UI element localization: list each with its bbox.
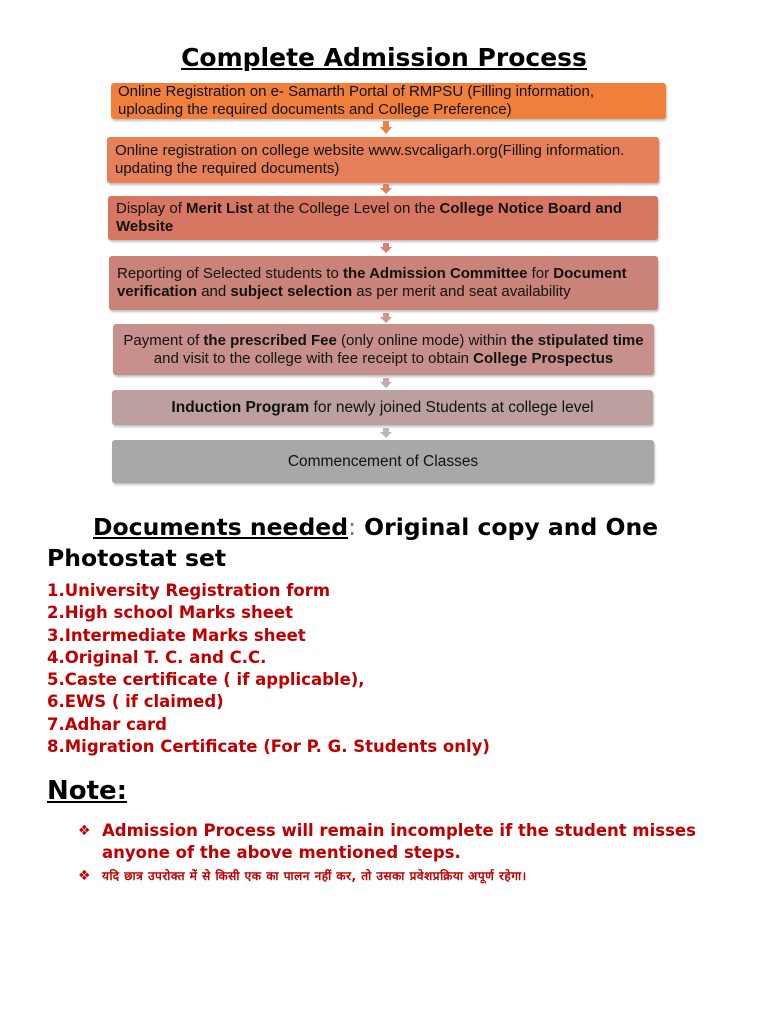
- step-7-text: Commencement of Classes: [287, 452, 479, 470]
- list-item: [78, 868, 698, 885]
- step-commencement: [112, 440, 654, 483]
- list-item: 4.Original T. C. and C.C.: [47, 647, 267, 667]
- diamond-bullet-icon: ❖: [78, 823, 91, 839]
- list-item: 2.High school Marks sheet: [47, 603, 294, 623]
- step-online-registration-samarth: [111, 83, 666, 119]
- list-item: 6.EWS ( if claimed): [47, 692, 224, 712]
- down-arrow-icon: [380, 247, 392, 253]
- step-4-text: Reporting of Selected students to the Admission Committee for Document verification and subject selection as per merit and seat availability: [117, 265, 627, 300]
- step-5-text: Payment of the prescribed Fee (only online mode) within the stipulated time and visit to the college with fee receipt to obtain College Prospectus: [123, 331, 644, 367]
- list-item: [78, 820, 698, 864]
- down-arrow-icon: [380, 382, 392, 388]
- down-arrow-icon: [380, 127, 392, 134]
- documents-list: [47, 580, 490, 758]
- documents-heading-label: Documents needed: [93, 513, 349, 541]
- documents-heading: Documents needed: Original copy and One Photostat set: [47, 513, 659, 572]
- step-1-text: Online Registration on e- Samarth Portal of RMPSU (Filling information, uploading the required documents and College Preference): [118, 83, 595, 118]
- list-item: 3.Intermediate Marks sheet: [47, 625, 306, 645]
- note-text-hindi: यदि छात्र उपरोक्त में से किसी एक का पालन नहीं कर, तो उसका प्रवेशप्रक्रिया अपूर्ण रहेगा।: [102, 869, 527, 883]
- diamond-bullet-icon: ❖: [78, 868, 92, 884]
- list-item: 1.University Registration form: [47, 581, 331, 600]
- step-2-text: Online registration on college website www.svcaligarh.org(Filling information. updating the required documents): [115, 142, 625, 177]
- step-online-registration-college: [107, 137, 659, 183]
- step-induction-program: [112, 390, 653, 425]
- note-text-english: Admission Process will remain incomplete if the student misses anyone of the above mentioned steps.: [102, 821, 696, 862]
- documents-heading-rest: Original copy and One Photostat set: [47, 513, 659, 572]
- step-fee-payment: [113, 324, 654, 375]
- list-item: 8.Migration Certificate (For P. G. Students only): [47, 737, 490, 757]
- step-3-text: Display of Merit List at the College Level on the College Notice Board and Website: [116, 200, 623, 235]
- list-item: 7.Adhar card: [47, 714, 167, 734]
- page-title: Complete Admission Process: [181, 43, 587, 72]
- step-reporting: [109, 256, 658, 310]
- notes-list: [78, 820, 698, 885]
- step-6-text: Induction Program for newly joined Students at college level: [171, 398, 594, 416]
- down-arrow-icon: [380, 432, 392, 438]
- down-arrow-icon: [380, 188, 392, 194]
- note-heading: Note:: [47, 776, 128, 806]
- down-arrow-icon: [380, 317, 392, 323]
- list-item: 5.Caste certificate ( if applicable),: [47, 670, 365, 690]
- step-merit-list: [108, 196, 658, 240]
